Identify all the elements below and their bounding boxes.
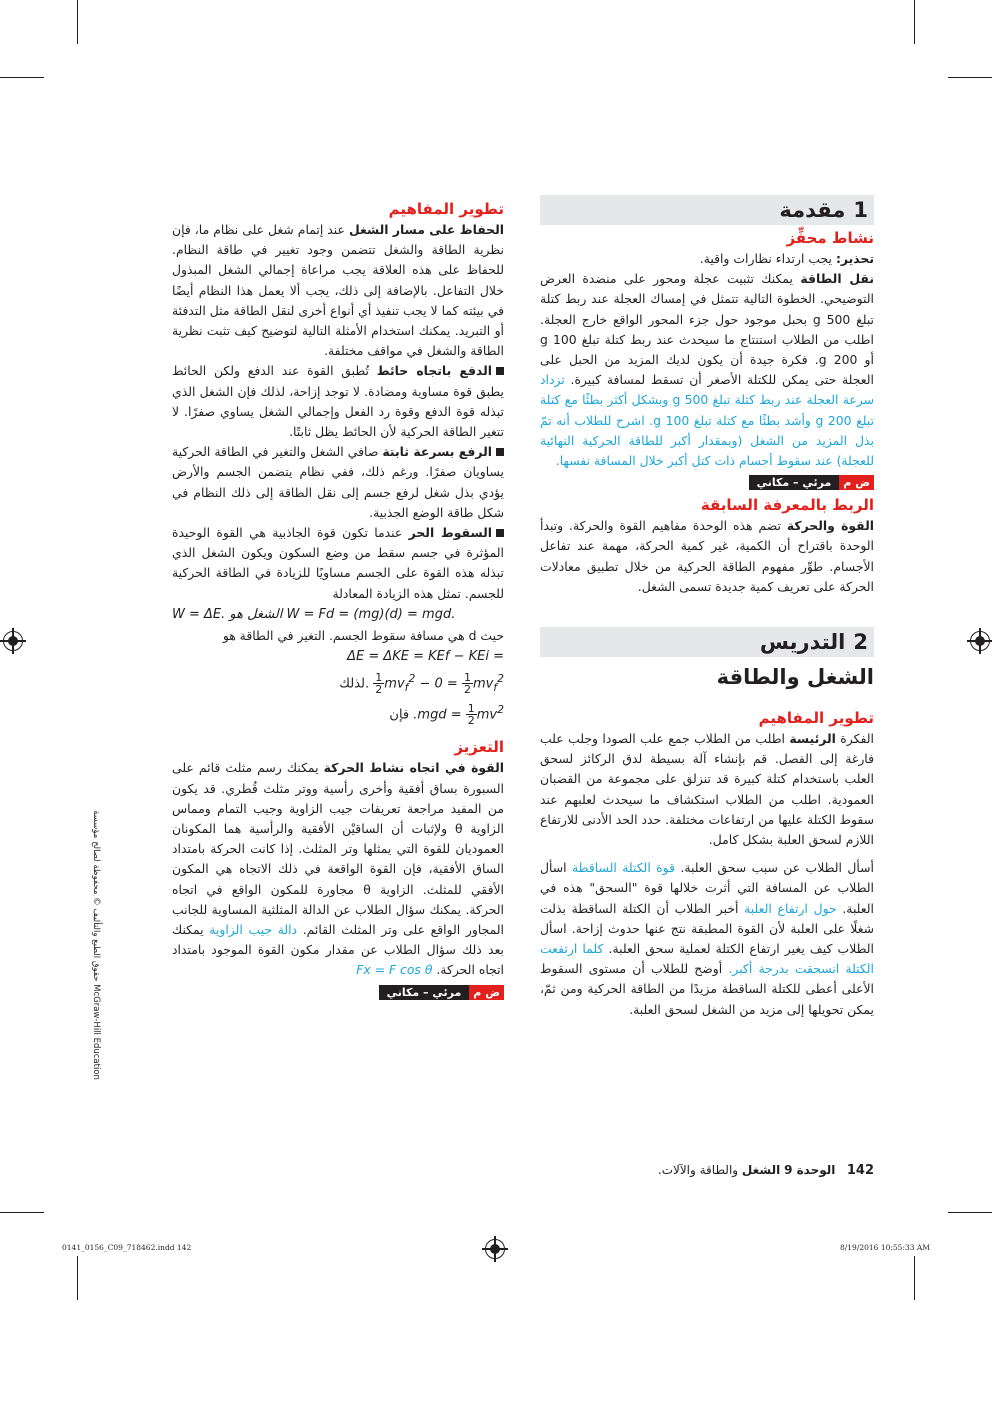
registration-mark-icon — [970, 631, 990, 651]
concepts-heading: تطوير المفاهيم — [388, 200, 504, 218]
conservation-text: عند إتمام شغل على نظام ما، فإن نظرية الطاقة والشغل تتضمن وجود تغيير في طاقة النظام. للحفاظ على هذه العلاقة يجب مراعاة إجمالي الشغل المبذول خلال التفاعل. بالإضافة إلى ذلك، يجب ألا يعمل هذا النظام أيضًا في بيئته كما لا يجب تنفيذ أي أنواع أخرى لنقل الطاقة مثل التدفئة أو التبريد. يمكنك استخدام الأمثلة التالية لتوضيح كيف تثبت نظرية الطاقة والشغل في مواقف مختلفة. — [172, 222, 504, 359]
fall-text: عندما تكون قوة الجاذبية هي القوة الوحيدة المؤثرة في جسم سقط من وضع السكون ويكون الشغل الذي تبذله هذه القوة على الجسم مساويًا للزيادة في الطاقة الحركية للجسم. تمثل هذه الزيادة المعادلة — [172, 525, 504, 601]
reinforce-text: يمكنك رسم مثلث قائم على السبورة بساق أفقية وأخرى رأسية ووتر مثلث قُطري. قد يكون من المفيد مراجعة تعريفات جيب الزاوية وجيب التمام ومماس الزاوية θ ولإثبات أن الساقيْن الأفقية والرأسية هما المكونان العموديان للقوة التي يمثلها وتر المثلث. إذا كانت الحركة بامتداد الساق الأفقية، فإن القوة الواقعة في ذلك الاتجاه هي المكون الأفقي للمثلث. الزاوية θ مجاورة للمكون الواقع في اتجاه الحركة. يمكنك سؤال الطلاب عن الدالة المثلثية المساوية للجانب المجاور الواقع على وتر المثلث القائم. — [172, 760, 505, 937]
bullet-square-icon — [496, 367, 504, 375]
copyright-vertical: McGraw-Hill Education حقوق الطبع والتأليف © محفوظة لصالح مؤسسة — [91, 810, 101, 1080]
badge-style: مرئي – مكاني — [749, 475, 840, 490]
slug-file-name: 0141_0156_C09_718462.indd 142 — [62, 1243, 192, 1252]
reinforce-text-2: يمكنك بعد ذلك سؤال الطلاب عن مقدار مكون القوة الموجود بامتداد اتجاه الحركة. — [172, 921, 504, 978]
fall-equation-2: ΔE = ΔKE = KEf − KEi = — [347, 649, 504, 665]
crop-mark — [948, 1212, 992, 1213]
activity-heading: نشاط محفِّز — [786, 229, 874, 247]
main-idea-label: الرئيسة — [789, 731, 836, 747]
fall-inn: فإن — [389, 707, 410, 723]
main-idea-text: اطلب من الطلاب جمع علب الصودا وجلب علب فارغة إلى الفصل. قم بإنشاء آلة بسيطة لدق الركائز لسحق العلب باستخدام كتلة كبيرة قد تنزلق على مجموعة من القضبان العمودية. اطلب من الطلاب استكشاف ما سيحدث لعلبهم عند سقوط الكتلة عليها من ارتفاعات مختلفة. حدد الحد الأدنى للارتفاع اللازم لسحق العلبة بشكل كامل. — [540, 731, 874, 848]
p2-c: اسأل الطلاب عن المسافة التي أثرت خلالها قوة "السحق" هذه في العلبة. — [540, 860, 874, 916]
section-number: 1 — [853, 198, 868, 222]
unit-word: الشغل — [741, 1163, 781, 1177]
left-column — [172, 200, 504, 1000]
badge-code: ض م — [469, 985, 504, 1000]
conservation-label: الحفاظ على مسار الشغل — [348, 222, 504, 237]
page-number: 142 — [846, 1163, 874, 1178]
warning-text: يجب ارتداء نظارات واقية. — [699, 251, 832, 266]
registration-mark-icon — [3, 631, 23, 651]
section-number: 2 — [853, 630, 868, 655]
page-footer — [540, 1163, 874, 1178]
section-title: مقدمة — [779, 198, 846, 222]
wall-text: تُطبق القوة عند الدفع ولكن الحائط يطبق قوة مساوية ومضادة. لا توجد إزاحة، لذلك فإن الشغل الذي تبذله قوة الدفع وقوة رد الفعل وإجمالي الشغل يساوي صفرًا. لا تتغير الطاقة الحركية لأن الحائط يظل ثابتًا. — [172, 363, 504, 440]
bullet-square-icon — [496, 529, 504, 537]
p2-g: أوضح للطلاب أن مستوى السقوط الأعلى أعطى للكتلة الساقطة مزيدًا من الطاقة الحركية ومن ثمّ، يمكن تحويلها إلى مزيد من الشغل لسحق العلبة. — [540, 961, 874, 1017]
section-2-header — [540, 627, 874, 657]
fall-where: حيث d هي مسافة سقوط الجسم. التغير في الطاقة هو — [222, 627, 504, 643]
right-column — [540, 195, 874, 1020]
crop-mark — [914, 1256, 915, 1300]
reinforce-equation: Fx = F cos θ — [356, 962, 433, 978]
badge-style: مرئي – مكاني — [379, 985, 470, 1000]
fall-equation-3: لذلك. $\frac{1}{2}$ $mv_f^2 - 0$ = $\frac{1}{2}$ $mv_f^2$ — [339, 671, 504, 697]
concepts-heading: تطوير المفاهيم — [758, 709, 874, 728]
crop-mark — [77, 1256, 78, 1300]
crop-mark — [0, 77, 44, 78]
p2-e: أخبر الطلاب أن الكتلة الساقطة بذلت شغلًا على العلبة لأن القوة المطبقة نتج عنها حدوث إزاحة. اسأل الطلاب كيف يغير ارتفاع الكتلة لعملية سحق العلبة. — [540, 900, 874, 957]
crop-mark — [0, 1212, 44, 1213]
energy-transfer-answer: تزداد سرعة العجلة عند ربط كتلة تبلغ 500 g وبشكل أكثر بطئًا مع كتلة تبلغ 200 g وأشد بطئًا مع كتلة تبلغ 100 g. اشرح للطلاب أنه تمّ بذل المزيد من الشغل (وبمقدار أكبر للطاقة الحركية النهائية للعجلة) عند سقوط أجسام ذات كتل أكبر خلال المسافة نفسها. — [540, 372, 874, 469]
prior-text: تضم هذه الوحدة مفاهيم القوة والحركة. وتبدأ الوحدة باقتراح أن الكمية، غير كمية الحركة، مهمة عند تفاعل الأجسام. طوِّر مفهوم الطاقة الحركية من خلال تطبيق معادلات الحركة على تعريف كمية جديدة تسمى الشغل. — [540, 518, 874, 594]
p2-a: أسأل الطلاب عن سبب سحق العلبة. — [680, 860, 874, 876]
energy-transfer-text: يمكنك تثبيت عجلة ومحور على منضدة العرض التوضيحي. الخطوة التالية تتمثل في إمساك العجلة عند ربط كتلة تبلغ 500 g بحبل موجود حول جزء المحور الواقع خارج العجلة. اطلب من الطلاب استنتاج ما سيحدث عند ربط كتلة تبلغ 100 g أو 200 g. فكرة جيدة أن يكون لديك المزيد من الحبل على العجلة حتى يمكن للكتلة الأصغر أن تسقط لمسافة كبيرة. — [540, 271, 875, 388]
reinforce-label: القوة في اتجاه نشاط الحركة — [323, 760, 504, 776]
slug-timestamp: 8/19/2016 10:55:33 AM — [839, 1243, 930, 1252]
reinforce-heading: التعزيز — [454, 738, 504, 757]
reinforce-answer: دالة جيب الزاوية — [209, 921, 298, 937]
fall-equation-4: فإن .mgd = $\frac{1}{2}$ $mv^2$ — [389, 702, 504, 728]
crop-mark — [914, 0, 915, 44]
prior-label: القوة والحركة — [786, 518, 874, 534]
registration-mark-icon — [485, 1239, 505, 1259]
wall-label: الدفع باتجاه حائط — [376, 363, 492, 379]
p2-d: حول ارتفاع العلبة — [744, 900, 837, 916]
learning-style-badge — [172, 985, 504, 1000]
fall-label: السقوط الحر — [408, 525, 492, 541]
section-title: التدريس — [759, 630, 846, 655]
warning-label: تحذير: — [835, 251, 874, 266]
crop-mark — [948, 77, 992, 78]
badge-code: ض م — [839, 475, 874, 490]
prior-knowledge-heading: الربط بالمعرفة السابقة — [700, 496, 874, 515]
unit-label: الوحدة 9 — [784, 1163, 836, 1177]
learning-style-badge — [540, 475, 874, 490]
p2-b: قوة الكتلة الساقطة — [572, 860, 675, 876]
topic-title: الشغل والطاقة — [716, 665, 874, 690]
lift-label: الرفع بسرعة ثابتة — [382, 444, 492, 460]
bullet-square-icon — [496, 448, 504, 456]
fall-equation-1: W = ΔE. الشغل هو W = Fd = (mg)(d) = mgd. — [172, 606, 456, 622]
energy-transfer-label: نقل الطاقة — [800, 271, 874, 287]
p2-f: كلما ارتفعت الكتلة انسحقت بدرجة أكبر. — [540, 941, 874, 977]
lift-text: صافي الشغل والتغير في الطاقة الحركية يساويان صفرًا. ورغم ذلك، ففي نظام يتضمن الجسم والأرض يؤدي بذل شغل لرفع جسم إلى نقل الطاقة إلى ذلك النظام في شكل طاقة الوضع الجذبية. — [172, 444, 504, 520]
main-idea-prefix: الفكرة — [840, 731, 874, 747]
fall-therefore: لذلك. — [339, 676, 370, 692]
crop-mark — [77, 0, 78, 44]
section-1-header — [540, 195, 874, 225]
unit-rest: والطاقة والآلات. — [657, 1163, 739, 1177]
